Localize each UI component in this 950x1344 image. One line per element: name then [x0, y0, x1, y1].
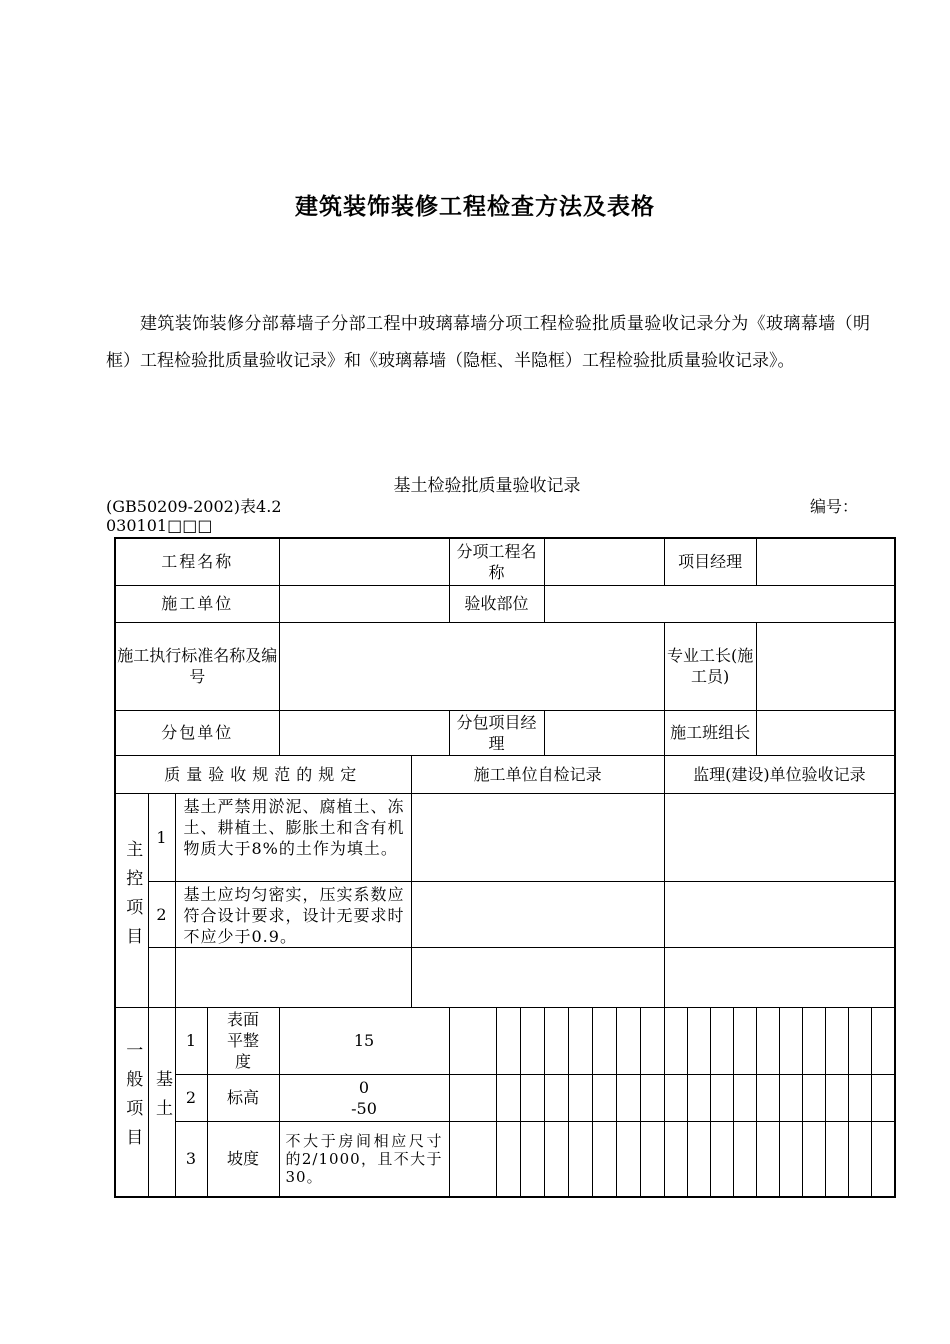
check-cell[interactable] — [733, 1007, 756, 1074]
main-item-number: 1 — [148, 793, 175, 881]
number-label: 编号： — [810, 497, 859, 516]
check-cell[interactable] — [449, 1074, 496, 1121]
spec-column-header: 质量验收规范的规定 — [115, 755, 411, 793]
check-cell[interactable] — [520, 1007, 544, 1074]
main-item-supervision[interactable] — [664, 881, 895, 947]
general-item-value: 15 — [279, 1007, 449, 1074]
check-cell[interactable] — [710, 1121, 733, 1197]
intro-paragraph: 建筑装饰装修分部幕墙子分部工程中玻璃幕墙分项工程检验批质量验收记录分为《玻璃幕墙（明框）工程检验批质量验收记录》和《玻璃幕墙（隐框、半隐框）工程检验批质量验收记录》。 — [106, 314, 870, 371]
check-cell[interactable] — [871, 1074, 895, 1121]
general-item-name: 标高 — [207, 1074, 279, 1121]
document-title: 建筑装饰装修工程检查方法及表格 — [295, 193, 655, 220]
check-cell[interactable] — [687, 1074, 710, 1121]
project-manager-label: 项目经理 — [664, 538, 756, 585]
construction-unit-value[interactable] — [279, 585, 449, 622]
check-cell[interactable] — [733, 1074, 756, 1121]
general-item-number: 3 — [175, 1121, 207, 1197]
check-cell[interactable] — [544, 1121, 568, 1197]
check-cell[interactable] — [802, 1121, 825, 1197]
check-cell[interactable] — [664, 1007, 687, 1074]
check-cell[interactable] — [848, 1121, 871, 1197]
check-cell[interactable] — [616, 1007, 640, 1074]
table-caption: 基土检验批质量验收记录 — [393, 476, 581, 496]
team-leader-value[interactable] — [756, 710, 895, 755]
check-cell[interactable] — [449, 1007, 496, 1074]
check-cell[interactable] — [496, 1074, 520, 1121]
check-cell[interactable] — [871, 1121, 895, 1197]
general-item-name: 坡度 — [207, 1121, 279, 1197]
check-cell[interactable] — [544, 1007, 568, 1074]
main-item-text: 基土应均匀密实，压实系数应符合设计要求，设计无要求时不应少于0.9。 — [175, 881, 411, 947]
check-cell[interactable] — [568, 1121, 592, 1197]
check-cell[interactable] — [568, 1007, 592, 1074]
check-cell[interactable] — [710, 1074, 733, 1121]
check-cell[interactable] — [779, 1007, 802, 1074]
check-cell[interactable] — [802, 1007, 825, 1074]
check-cell[interactable] — [592, 1074, 616, 1121]
check-cell[interactable] — [848, 1007, 871, 1074]
construction-unit-label: 施工单位 — [115, 585, 279, 622]
check-cell[interactable] — [544, 1074, 568, 1121]
check-cell[interactable] — [616, 1074, 640, 1121]
sub-manager-value[interactable] — [544, 710, 664, 755]
check-cell[interactable] — [779, 1074, 802, 1121]
general-item-number: 2 — [175, 1074, 207, 1121]
check-cell[interactable] — [756, 1074, 779, 1121]
check-cell[interactable] — [848, 1074, 871, 1121]
check-cell[interactable] — [687, 1121, 710, 1197]
supervision-column-header: 监理(建设)单位验收记录 — [664, 755, 895, 793]
acceptance-part-label: 验收部位 — [449, 585, 544, 622]
subcontractor-value[interactable] — [279, 710, 449, 755]
general-item-value: 不大于房间相应尺寸的2/1000，且不大于30。 — [279, 1121, 449, 1197]
check-cell[interactable] — [496, 1007, 520, 1074]
check-cell[interactable] — [825, 1007, 848, 1074]
check-cell[interactable] — [802, 1074, 825, 1121]
team-leader-label: 施工班组长 — [664, 710, 756, 755]
self-check-column-header: 施工单位自检记录 — [411, 755, 664, 793]
check-cell[interactable] — [568, 1074, 592, 1121]
check-cell[interactable] — [664, 1074, 687, 1121]
check-cell[interactable] — [640, 1121, 664, 1197]
inspection-record-table — [114, 537, 896, 1198]
main-item-number: 2 — [148, 881, 175, 947]
check-cell[interactable] — [640, 1074, 664, 1121]
base-soil-label: 基土 — [148, 1007, 175, 1197]
exec-standard-label: 施工执行标准名称及编号 — [115, 622, 279, 710]
check-cell[interactable] — [710, 1007, 733, 1074]
check-cell[interactable] — [756, 1121, 779, 1197]
record-code: 030101□□□ — [106, 516, 213, 535]
standard-reference: (GB50209-2002)表4.2 — [106, 497, 282, 516]
check-cell[interactable] — [496, 1121, 520, 1197]
check-cell[interactable] — [733, 1121, 756, 1197]
general-item-name: 表面平整度 — [207, 1007, 279, 1074]
check-cell[interactable] — [640, 1007, 664, 1074]
project-name-label: 工程名称 — [115, 538, 279, 585]
check-cell[interactable] — [825, 1121, 848, 1197]
check-cell[interactable] — [592, 1007, 616, 1074]
foreman-label: 专业工长(施工员) — [664, 622, 756, 710]
check-cell[interactable] — [592, 1121, 616, 1197]
main-control-label: 主控项目 — [115, 793, 148, 1007]
general-items-label: 一般项目 — [115, 1007, 148, 1197]
exec-standard-value[interactable] — [279, 622, 664, 710]
check-cell[interactable] — [825, 1074, 848, 1121]
project-manager-value[interactable] — [756, 538, 895, 585]
main-item-self-check[interactable] — [411, 947, 664, 1007]
main-item-self-check[interactable] — [411, 881, 664, 947]
sub-project-name-value[interactable] — [544, 538, 664, 585]
sub-manager-label: 分包项目经理 — [449, 710, 544, 755]
foreman-value[interactable] — [756, 622, 895, 710]
check-cell[interactable] — [871, 1007, 895, 1074]
check-cell[interactable] — [449, 1121, 496, 1197]
check-cell[interactable] — [664, 1121, 687, 1197]
check-cell[interactable] — [687, 1007, 710, 1074]
sub-project-name-label: 分项工程名称 — [449, 538, 544, 585]
check-cell[interactable] — [520, 1074, 544, 1121]
general-item-value: 0 -50 — [279, 1074, 449, 1121]
check-cell[interactable] — [756, 1007, 779, 1074]
main-item-text-blank — [175, 947, 411, 1007]
acceptance-part-value[interactable] — [544, 585, 895, 622]
project-name-value[interactable] — [279, 538, 449, 585]
subcontractor-label: 分包单位 — [115, 710, 279, 755]
main-item-text: 基土严禁用淤泥、腐植土、冻土、耕植土、膨胀土和含有机物质大于8%的土作为填土。 — [175, 793, 411, 881]
main-item-self-check[interactable] — [411, 793, 664, 881]
general-item-number: 1 — [175, 1007, 207, 1074]
check-cell[interactable] — [520, 1121, 544, 1197]
check-cell[interactable] — [779, 1121, 802, 1197]
main-item-number-blank — [148, 947, 175, 1007]
main-item-supervision[interactable] — [664, 947, 895, 1007]
check-cell[interactable] — [616, 1121, 640, 1197]
main-item-supervision[interactable] — [664, 793, 895, 881]
